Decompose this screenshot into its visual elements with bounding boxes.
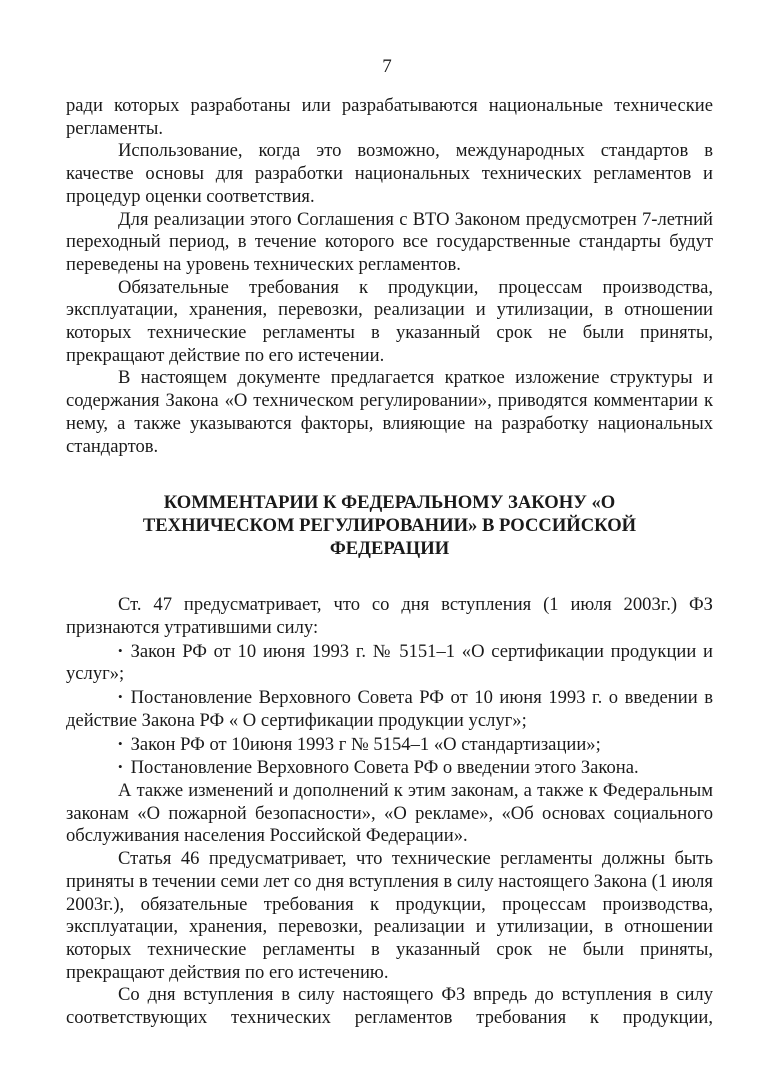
paragraph: Ст. 47 предусматривает, что со дня вступления (1 июля 2003г.) ФЗ признаются утратившими силу: <box>66 594 713 639</box>
list-item: • Постановление Верховного Совета РФ о введении этого Закона. <box>66 756 713 780</box>
paragraph: Статья 46 предусматривает, что технические регламенты должны быть приняты в течении семи лет со дня вступления в силу настоящего Закона (1 июля 2003г.), обязательные требования к продукции, процессам производства, эксплуатации, хранения, перевозки, реализации и утилизации, в отношении которых технические регламенты в указанный срок не были приняты, прекращают действия по его истечению. <box>66 848 713 983</box>
section-heading: КОММЕНТАРИИ К ФЕДЕРАЛЬНОМУ ЗАКОНУ «О ТЕХНИЧЕСКОМ РЕГУЛИРОВАНИИ» В РОССИЙСКОЙ ФЕДЕРАЦИИ <box>142 492 637 559</box>
paragraph: ради которых разработаны или разрабатываются национальные технические регламенты. <box>66 95 713 139</box>
paragraph: Использование, когда это возможно, международных стандартов в качестве основы для разработки национальных технических регламентов и процедур оценки соответствия. <box>66 140 713 207</box>
paragraph: А также изменений и дополнений к этим законам, а также к Федеральным законам «О пожарной безопасности», «О рекламе», «Об основах социального обслуживания населения Российской Федерации». <box>66 779 713 847</box>
page-number: 7 <box>382 56 392 77</box>
document-body <box>66 95 713 1030</box>
paragraph: В настоящем документе предлагается краткое изложение структуры и содержания Закона «О техническом регулировании», приводятся комментарии к нему, а также указываются факторы, влияющие на разработку национальных стандартов. <box>66 367 713 457</box>
list-item: • Закон РФ от 10июня 1993 г № 5154–1 «О стандартизации»; <box>66 733 713 757</box>
paragraph: Обязательные требования к продукции, процессам производства, эксплуатации, хранения, перевозки, реализации и утилизации, в отношении которых технические регламенты в указанный срок не были приняты, прекращают действие по его истечении. <box>66 276 713 366</box>
paragraph: Для реализации этого Соглашения с ВТО Законом предусмотрен 7-летний переходный период, в течение которого все государственные стандарты будут переведены на уровень технических регламентов. <box>66 208 713 275</box>
list-item: • Постановление Верховного Совета РФ от 10 июня 1993 г. о введении в действие Закона РФ « О сертификации продукции услуг»; <box>66 686 713 732</box>
list-item: • Закон РФ от 10 июня 1993 г. № 5151–1 «О сертификации продукции и услуг»; <box>66 640 713 686</box>
paragraph: Со дня вступления в силу настоящего ФЗ впредь до вступления в силу соответствующих технических регламентов требования к продукции, <box>66 984 713 1029</box>
